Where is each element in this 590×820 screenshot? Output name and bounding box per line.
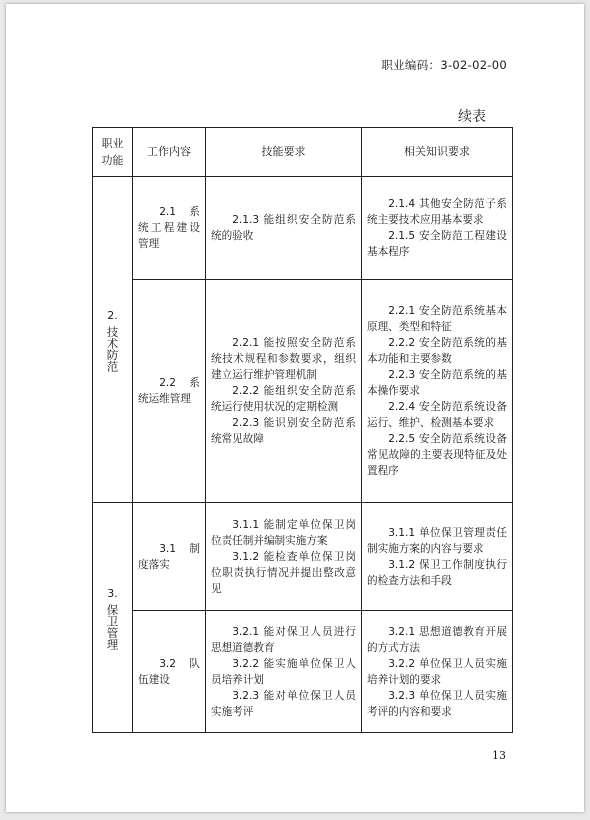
- function-name: 技术防范: [105, 325, 120, 372]
- continued-label: 续表: [458, 109, 486, 125]
- document-page: [6, 4, 584, 812]
- header-knowledge: 相关知识要求: [362, 128, 513, 177]
- work-content-cell: 2.1 系统工程建设管理: [133, 177, 206, 280]
- knowledge-cell: 3.2.1 思想道德教育开展的方式方法 3.2.2 单位保卫人员实施培养计划的要求 3.2.3 单位保卫人员实施考评的内容和要求: [362, 611, 513, 733]
- skills-table: [92, 127, 513, 733]
- header-content: 工作内容: [133, 128, 206, 177]
- occupation-code: 职业编码：3-02-02-00: [381, 58, 507, 72]
- skills-cell: 2.2.1 能按照安全防范系统技术规程和参数要求，组织建立运行维护管理机制 2.2.2 能组织安全防范系统运行使用状况的定期检测 2.2.3 能识别安全防范系统常见故障: [206, 280, 362, 503]
- knowledge-cell: 2.1.4 其他安全防范子系统主要技术应用基本要求 2.1.5 安全防范工程建设基本程序: [362, 177, 513, 280]
- table-row: [93, 503, 513, 611]
- knowledge-cell: 2.2.1 安全防范系统基本原理、类型和特征 2.2.2 安全防范系统的基本功能和主要参数 2.2.3 安全防范系统的基本操作要求 2.2.4 安全防范系统设备运行、维护、检测基本要求 2.2.5 安全防范系统设备常见故障的主要表现特征及处置程序: [362, 280, 513, 503]
- table-row: [93, 280, 513, 503]
- function-name: 保卫管理: [105, 603, 120, 650]
- knowledge-cell: 3.1.1 单位保卫管理责任制实施方案的内容与要求 3.1.2 保卫工作制度执行的检查方法和手段: [362, 503, 513, 611]
- table-row: [93, 177, 513, 280]
- header-skills: 技能要求: [206, 128, 362, 177]
- skills-cell: 2.1.3 能组织安全防范系统的验收: [206, 177, 362, 280]
- header-function: 职业 功能: [93, 128, 133, 177]
- work-content-cell: 2.2 系统运维管理: [133, 280, 206, 503]
- function-cell: 2. 技术防范: [93, 177, 133, 503]
- table-row: [93, 611, 513, 733]
- table-header-row: [93, 128, 513, 177]
- function-cell: 3. 保卫管理: [93, 503, 133, 733]
- skills-cell: 3.2.1 能对保卫人员进行思想道德教育 3.2.2 能实施单位保卫人员培养计划 3.2.3 能对单位保卫人员实施考评: [206, 611, 362, 733]
- skills-cell: 3.1.1 能制定单位保卫岗位责任制并编制实施方案 3.1.2 能检查单位保卫岗位职责执行情况并提出整改意见: [206, 503, 362, 611]
- work-content-cell: 3.2 队伍建设: [133, 611, 206, 733]
- work-content-cell: 3.1 制度落实: [133, 503, 206, 611]
- page-number: 13: [492, 749, 506, 762]
